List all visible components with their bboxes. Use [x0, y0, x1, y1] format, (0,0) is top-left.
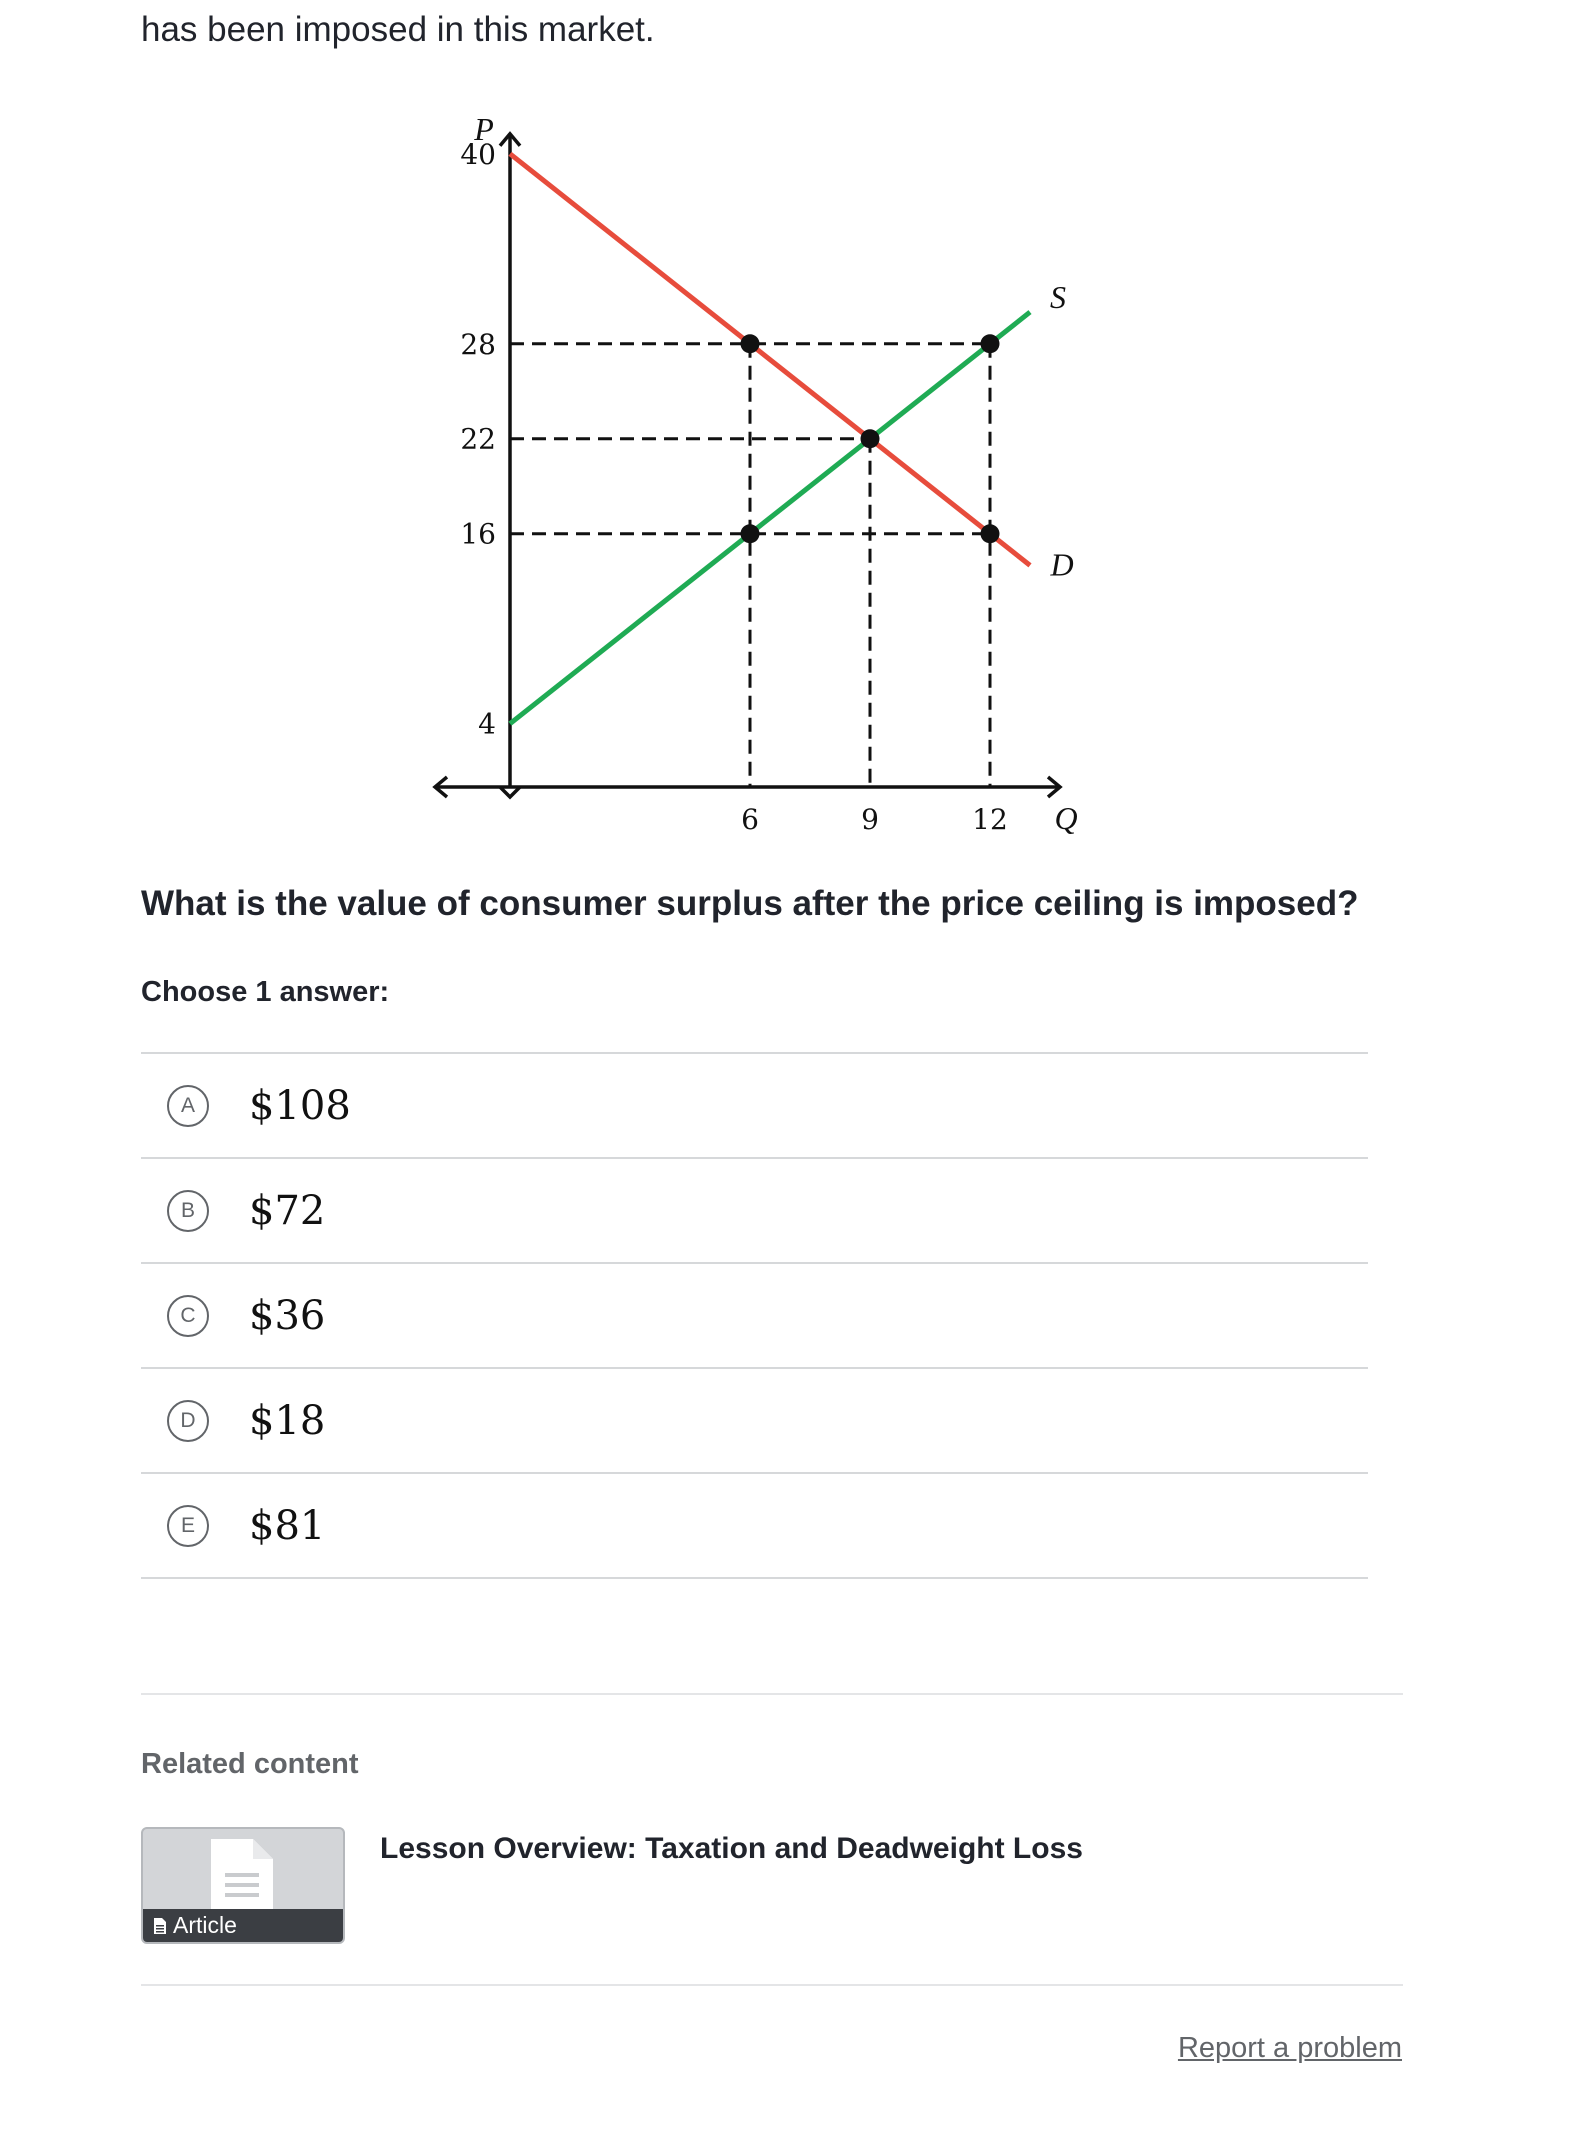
line-s	[510, 312, 1030, 724]
choice-letter-a: A	[167, 1085, 209, 1127]
intro-text: has been imposed in this market.	[141, 10, 655, 49]
choice-e[interactable]	[141, 1474, 1368, 1579]
supply-label: S	[1050, 279, 1066, 316]
point-12-16	[981, 524, 1000, 543]
choice-d[interactable]	[141, 1369, 1368, 1474]
point-12-28	[981, 334, 1000, 353]
y-tick-22: 22	[460, 422, 496, 456]
choice-value-d: $18	[249, 1397, 326, 1444]
choice-value-b: $72	[249, 1187, 326, 1234]
choice-letter-c: C	[167, 1295, 209, 1337]
supply-demand-chart	[400, 92, 1160, 862]
x-tick-12: 12	[972, 803, 1008, 836]
choice-c[interactable]	[141, 1264, 1368, 1369]
choice-b[interactable]	[141, 1159, 1368, 1264]
x-tick-9: 9	[861, 803, 879, 836]
article-doc-icon	[153, 1917, 167, 1935]
choice-a[interactable]	[141, 1054, 1368, 1159]
footer-divider	[141, 1984, 1403, 1986]
x-tick-6: 6	[741, 803, 759, 836]
report-problem-link[interactable]: Report a problem	[1177, 2032, 1402, 2064]
y-tick-28: 28	[460, 327, 496, 361]
section-divider	[141, 1693, 1403, 1695]
answer-choices	[141, 1052, 1368, 1579]
point-6-28	[741, 334, 760, 353]
article-thumbnail[interactable]	[141, 1827, 345, 1944]
question-text: What is the value of consumer surplus after the price ceiling is imposed?	[141, 884, 1359, 923]
article-badge-label: Article	[173, 1912, 237, 1938]
related-article-link[interactable]: Lesson Overview: Taxation and Deadweight Loss	[380, 1832, 1083, 1865]
choice-value-a: $108	[249, 1082, 351, 1129]
point-6-16	[741, 524, 760, 543]
related-content-label: Related content	[141, 1748, 359, 1780]
y-tick-4: 4	[478, 707, 496, 741]
chart-svg	[400, 92, 1160, 862]
article-badge	[143, 1909, 343, 1942]
y-tick-40: 40	[460, 137, 496, 171]
choice-value-c: $36	[249, 1292, 326, 1339]
choice-letter-d: D	[167, 1400, 209, 1442]
choice-letter-e: E	[167, 1505, 209, 1547]
choice-value-e: $81	[249, 1502, 326, 1549]
y-tick-16: 16	[460, 517, 496, 551]
x-axis-label: Q	[1054, 800, 1078, 836]
demand-label: D	[1050, 546, 1074, 583]
choice-letter-b: B	[167, 1190, 209, 1232]
line-d	[510, 154, 1030, 566]
choose-instruction: Choose 1 answer:	[141, 976, 390, 1008]
y-axis-label: P	[474, 110, 494, 147]
point-9-22	[861, 429, 880, 448]
document-icon	[209, 1837, 275, 1913]
